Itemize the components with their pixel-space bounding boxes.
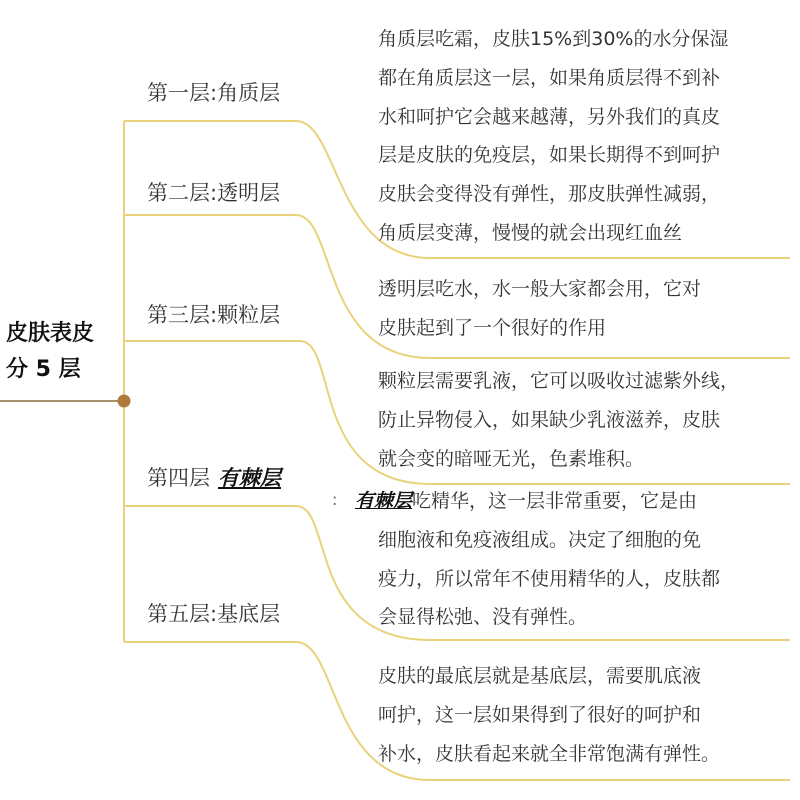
description-1-line: 角质层变薄，慢慢的就会出现红血丝 [378, 221, 683, 244]
colon-mark: : [332, 490, 338, 509]
description-5-line: 呵护，这一层如果得到了很好的呵护和 [378, 703, 702, 726]
root-title [6, 316, 118, 388]
branch-label-4-annotation: 有棘层 [218, 466, 281, 490]
description-5 [378, 657, 798, 773]
branch-label-2: 第二层:透明层 [147, 181, 281, 205]
description-5-line: 补水，皮肤看起来就全非常饱满有弹性。 [378, 742, 721, 765]
root-title-line-1: 皮肤表皮 [6, 321, 95, 346]
description-1-line: 水和呵护它会越来越薄，另外我们的真皮 [378, 105, 721, 128]
description-2-line: 透明层吃水，水一般大家都会用，它对 [378, 278, 702, 300]
description-1 [378, 20, 798, 253]
description-3-line: 颗粒层需要乳液，它可以吸收过滤紫外线， [378, 370, 740, 392]
description-4 [355, 482, 795, 637]
description-4-line: 会显得松弛、没有弹性。 [378, 606, 588, 629]
branch-label-4-text: 第四层 [147, 466, 210, 490]
description-3-line: 防止异物侵入，如果缺少乳液滋养，皮肤 [378, 408, 721, 431]
branch-label-3: 第三层:颗粒层 [147, 303, 281, 327]
description-4-line: 吃精华，这一层非常重要，它是由 [412, 490, 698, 512]
description-5-line: 皮肤的最底层就是基底层，需要肌底液 [378, 665, 702, 687]
description-1-line: 层是皮肤的免疫层，如果长期得不到呵护 [378, 144, 721, 167]
description-3 [378, 362, 798, 478]
description-4-note: 有棘层 [355, 490, 413, 512]
description-1-line: 皮肤会变得没有弹性，那皮肤弹性减弱， [378, 183, 721, 206]
branch-label-5: 第五层:基底层 [147, 602, 281, 626]
root-title-line-2: 分 5 层 [6, 357, 81, 382]
description-3-line: 就会变的暗哑无光，色素堆积。 [378, 447, 645, 470]
description-4-line: 疫力，所以常年不使用精华的人，皮肤都 [378, 567, 721, 590]
description-1-line: 都在角质层这一层，如果角质层得不到补 [378, 66, 721, 89]
description-2 [378, 270, 798, 348]
root-node-dot [118, 395, 131, 408]
description-4-first-line [355, 482, 795, 521]
description-2-line: 皮肤起到了一个很好的作用 [378, 316, 607, 339]
description-1-line: 角质层吃霜，皮肤15%到30%的水分保湿 [378, 28, 729, 50]
branch-label-1: 第一层:角质层 [147, 81, 281, 105]
description-4-line: 细胞液和免疫液组成。决定了细胞的免 [378, 528, 702, 551]
branch-label-4 [147, 464, 281, 492]
